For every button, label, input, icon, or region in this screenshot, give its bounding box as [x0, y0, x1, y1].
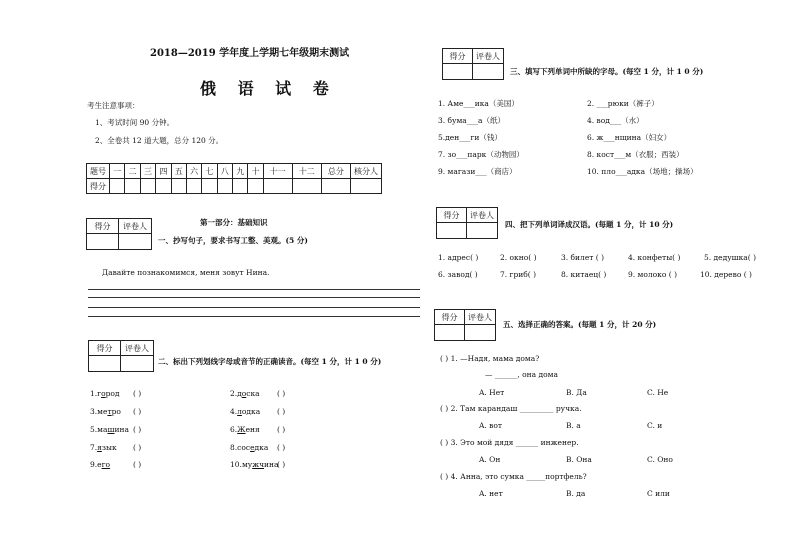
q2-item-number: 6.	[230, 425, 238, 434]
score-cell: 八	[217, 164, 232, 179]
q2-item-underlined: жч	[252, 460, 265, 469]
q2-item-word-end: ска	[246, 389, 260, 398]
q2-item-word-start: му	[241, 460, 253, 469]
q3-item: 8. кост___м（衣服；西装）	[587, 150, 684, 159]
q5-option-a[interactable]: A. вот	[479, 421, 503, 430]
q1-title: 一、抄写句子，要求书写工整、美观。(5 分)	[158, 236, 308, 245]
q2-answer-paren[interactable]: ( )	[277, 389, 286, 398]
q3-item: 6. ж___нщина（妇女）	[587, 133, 672, 142]
grader-box-grader-entry[interactable]	[119, 234, 151, 249]
score-entry[interactable]	[351, 179, 382, 194]
score-table-header-row	[87, 164, 382, 179]
q2-item-word-start: ме	[97, 407, 108, 416]
q4-item: 5. дедушка( )	[704, 253, 756, 262]
score-row-label: 得分	[87, 179, 110, 194]
q4-item: 4. конфеты( )	[628, 253, 681, 262]
q3-item: 3. бума___а（纸）	[438, 116, 505, 125]
q2-item-underlined: я	[97, 443, 102, 452]
q4-item: 9. молоко ( )	[628, 270, 677, 279]
q5-option-b[interactable]: B. Она	[566, 455, 592, 464]
notice-item-2: 2、全卷共 12 道大题，总分 120 分。	[95, 136, 224, 145]
q2-item-word-start: д	[237, 389, 242, 398]
grader-box-score-label: 得分	[443, 49, 473, 64]
q2-item-number: 4.	[230, 407, 238, 416]
q2-item-word-start: е	[97, 460, 102, 469]
q2-item-number: 1.	[90, 389, 98, 398]
q5-option-b[interactable]: B. Да	[566, 388, 587, 397]
q5-option-a[interactable]: A. Он	[479, 455, 501, 464]
score-cell: 一	[110, 164, 125, 179]
score-cell: 四	[156, 164, 171, 179]
q2-answer-paren[interactable]: ( )	[133, 407, 142, 416]
score-entry[interactable]	[248, 179, 263, 194]
q2-item-number: 3.	[90, 407, 98, 416]
score-entry[interactable]	[263, 179, 292, 194]
q2-item	[230, 425, 260, 435]
q2-title: 二、标出下列划线字母或音节的正确读音。(每空 1 分，计 1 0 分)	[158, 357, 382, 366]
q3-item: 1. Аме___ика（美国）	[438, 99, 519, 108]
q2-answer-paren[interactable]: ( )	[133, 425, 142, 434]
q5-title: 五、选择正确的答案。(每题 1 分，计 20 分)	[503, 320, 657, 329]
q2-item	[90, 460, 110, 470]
q5-option-b[interactable]: B. да	[566, 489, 586, 498]
grader-box-grader-entry[interactable]	[467, 223, 497, 238]
q2-item	[90, 425, 129, 435]
q2-answer-paren[interactable]: ( )	[133, 389, 142, 398]
grader-box-score-entry[interactable]	[443, 64, 473, 79]
q5-option-c[interactable]: C. и	[647, 421, 663, 430]
notice-heading: 考生注意事项：	[87, 101, 140, 110]
q2-item-word-end: зык	[101, 443, 117, 452]
exam-title: 2018—2019 学年度上学期七年级期末测试	[150, 48, 350, 59]
score-entry[interactable]	[202, 179, 217, 194]
grader-box-grader-entry[interactable]	[121, 356, 153, 371]
q2-item-underlined: Ж	[237, 425, 246, 434]
q2-item-word-end: дка	[254, 443, 269, 452]
q2-item-word-start: сос	[237, 443, 251, 452]
score-entry[interactable]	[140, 179, 155, 194]
q2-answer-paren[interactable]: ( )	[133, 443, 142, 452]
score-entry[interactable]	[186, 179, 201, 194]
q4-item: 8. китаец( )	[561, 270, 607, 279]
q2-item-underlined: е	[250, 443, 255, 452]
q2-item	[90, 389, 120, 399]
score-cell: 三	[140, 164, 155, 179]
q2-answer-paren[interactable]: ( )	[133, 460, 142, 469]
grader-box-score-label: 得分	[437, 208, 467, 223]
q2-item-underlined: о	[101, 389, 106, 398]
score-cell: 五	[171, 164, 186, 179]
q4-item: 6. завод( )	[438, 270, 478, 279]
score-cell: 题号	[87, 164, 110, 179]
q2-item-number: 9.	[90, 460, 98, 469]
grader-box-score-entry[interactable]	[437, 223, 467, 238]
grader-box-score-entry[interactable]	[87, 234, 119, 249]
grader-box-score-label: 得分	[87, 219, 119, 234]
q2-item-number: 10.	[230, 460, 242, 469]
q2-item-underlined: го	[101, 460, 111, 469]
q2-item-underlined: л	[237, 407, 242, 416]
q2-item-word-end: род	[105, 389, 120, 398]
q2-item-number: 7.	[90, 443, 98, 452]
grader-box-score-entry[interactable]	[435, 325, 465, 340]
q2-item-word-start: ма	[97, 425, 108, 434]
score-entry[interactable]	[233, 179, 248, 194]
grader-box-q2	[88, 340, 154, 372]
q2-item	[230, 407, 260, 417]
score-cell: 总分	[321, 164, 350, 179]
q2-item-word-end: ина	[264, 460, 279, 469]
q5-stem: ( ) 3. Это мой дядя ______ инженер.	[440, 438, 579, 447]
q5-stem: ( ) 2. Там карандаш _________ ручка.	[440, 404, 582, 413]
q5-stem: ( ) 4. Анна, это сумка _____портфель?	[440, 472, 587, 481]
score-table-score-row	[87, 179, 382, 194]
grader-box-grader-label: 评卷人	[465, 310, 495, 325]
writing-line[interactable]	[88, 289, 420, 290]
score-entry[interactable]	[292, 179, 321, 194]
q2-answer-paren[interactable]: ( )	[277, 460, 286, 469]
score-cell: 七	[202, 164, 217, 179]
grader-box-q3	[442, 48, 504, 80]
q5-stem-2: — ______, она дома	[485, 370, 558, 379]
q5-option-b[interactable]: B. а	[566, 421, 581, 430]
grader-box-grader-label: 评卷人	[467, 208, 497, 223]
score-table	[86, 163, 382, 194]
grader-box-score-label: 得分	[89, 341, 121, 356]
score-cell: 六	[186, 164, 201, 179]
q4-item: 3. билет ( )	[561, 253, 605, 262]
score-entry[interactable]	[321, 179, 350, 194]
q3-item: 4. вод___（水）	[587, 116, 644, 125]
q2-item	[90, 407, 121, 417]
grader-box-grader-label: 评卷人	[119, 219, 151, 234]
q3-item: 7. зо___парк（动物园）	[438, 150, 524, 159]
q2-item-word-end: ина	[114, 425, 129, 434]
score-cell: 核分人	[351, 164, 382, 179]
score-cell: 十二	[292, 164, 321, 179]
q4-item: 1. адрес( )	[438, 253, 479, 262]
q2-item-number: 2.	[230, 389, 238, 398]
score-entry[interactable]	[156, 179, 171, 194]
q2-item	[230, 460, 279, 470]
score-cell: 十一	[263, 164, 292, 179]
q4-title: 四、把下列单词译成汉语。(每题 1 分，计 10 分)	[505, 220, 674, 229]
grader-box-score-label: 得分	[435, 310, 465, 325]
q2-item-number: 8.	[230, 443, 238, 452]
writing-line[interactable]	[88, 307, 420, 308]
q5-option-c[interactable]: C. Оно	[647, 455, 673, 464]
score-entry[interactable]	[217, 179, 232, 194]
q2-item-word-end: одка	[241, 407, 261, 416]
grader-box-q5	[434, 309, 496, 341]
q4-item: 7. гриб( )	[500, 270, 537, 279]
q5-option-a[interactable]: A. нет	[479, 489, 503, 498]
q5-option-c[interactable]: C. Не	[647, 388, 669, 397]
score-entry[interactable]	[110, 179, 125, 194]
score-cell: 九	[233, 164, 248, 179]
q5-option-c[interactable]: C или	[647, 489, 670, 498]
q2-answer-paren[interactable]: ( )	[277, 443, 286, 452]
q2-answer-paren[interactable]: ( )	[277, 407, 286, 416]
q2-item-word-start: г	[97, 389, 102, 398]
score-cell: 十	[248, 164, 263, 179]
q4-item: 2. окно( )	[500, 253, 537, 262]
grader-box-q4	[436, 207, 498, 239]
score-entry[interactable]	[125, 179, 140, 194]
score-entry[interactable]	[171, 179, 186, 194]
q3-item: 9. магази___（商店）	[438, 167, 517, 176]
grader-box-grader-label: 评卷人	[121, 341, 153, 356]
q1-sentence: Давайте познакомимся, меня зовут Нина.	[102, 268, 270, 277]
q2-item	[90, 443, 117, 453]
q2-item-word-end: еня	[245, 425, 260, 434]
q5-stem: ( ) 1. —Надя, мама дома?	[440, 354, 540, 363]
q3-title: 三、填写下列单词中所缺的字母。(每空 1 分，计 1 0 分)	[510, 67, 704, 76]
grader-box-q1	[86, 218, 152, 250]
grader-box-grader-label: 评卷人	[473, 49, 503, 64]
q2-answer-paren[interactable]: ( )	[277, 425, 286, 434]
grader-box-score-entry[interactable]	[89, 356, 121, 371]
writing-line[interactable]	[88, 316, 420, 317]
q2-item-underlined: ш	[107, 425, 115, 434]
q4-item: 10. дерево ( )	[700, 270, 752, 279]
q2-item	[230, 443, 268, 453]
q3-item: 10. пло___адка（场地；操场）	[587, 167, 698, 176]
q2-item	[230, 389, 260, 399]
q2-item-underlined: о	[241, 389, 247, 398]
q5-option-a[interactable]: A. Нет	[479, 388, 505, 397]
q2-item-word-end: ро	[111, 407, 121, 416]
grader-box-grader-entry[interactable]	[465, 325, 495, 340]
q2-item-underlined: т	[107, 407, 112, 416]
grader-box-grader-entry[interactable]	[473, 64, 503, 79]
q3-item: 2. ___рюки（裤子）	[587, 99, 659, 108]
score-cell: 二	[125, 164, 140, 179]
exam-subtitle: 俄 语 试 卷	[200, 79, 337, 98]
q3-item: 5.ден___ги（钱）	[438, 133, 502, 142]
notice-item-1: 1、考试时间 90 分钟。	[95, 118, 175, 127]
part1-heading: 第一部分：基础知识	[200, 218, 268, 227]
q2-item-number: 5.	[90, 425, 98, 434]
writing-line[interactable]	[88, 297, 420, 298]
